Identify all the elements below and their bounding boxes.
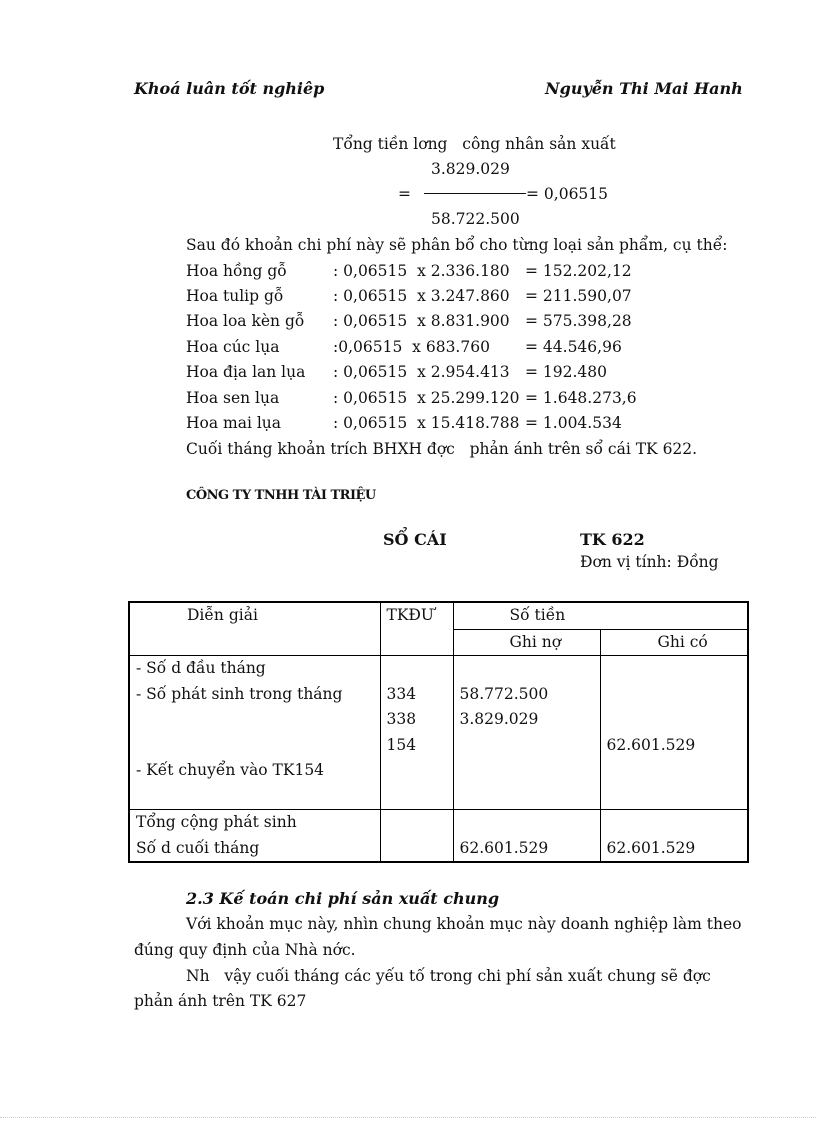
- allocation-intro: Sau đó khoản chi phí này sẽ phân bổ cho từng loại sản phẩm, cụ thể:: [186, 236, 728, 254]
- row-debit: [453, 733, 600, 759]
- total-desc: Số d cuối tháng: [129, 836, 380, 863]
- account-code: TK 622: [580, 530, 645, 549]
- product-name: Hoa hồng gỗ: [186, 262, 287, 280]
- product-result: = 1.648.273,6: [525, 389, 637, 407]
- product-result: = 211.590,07: [525, 287, 632, 305]
- closing-line: Cuối tháng khoản trích BHXH đợc phản ánh trên sổ cái TK 622.: [186, 440, 698, 458]
- row-debit: [453, 784, 600, 810]
- product-result: = 1.004.534: [525, 414, 622, 432]
- total-row: [129, 810, 748, 836]
- row-tkdu: 154: [380, 733, 453, 759]
- total-credit: 62.601.529: [600, 836, 748, 863]
- formula-equals: =: [398, 185, 411, 203]
- total-row: [129, 836, 748, 863]
- product-calc: : 0,06515 x 25.299.120: [333, 389, 520, 407]
- row-desc: - Số d đầu tháng: [129, 656, 380, 682]
- total-debit: 62.601.529: [453, 836, 600, 863]
- total-tkdu: [380, 810, 453, 836]
- product-result: = 152.202,12: [525, 262, 632, 280]
- header-debit: Ghi nợ: [453, 629, 600, 656]
- header-credit: Ghi có: [600, 629, 748, 656]
- row-credit: [600, 682, 748, 708]
- table-row: [129, 707, 748, 733]
- header-amount: Số tiền: [453, 602, 748, 629]
- row-tkdu: [380, 758, 453, 784]
- fraction-bar: [424, 193, 526, 194]
- header-tkdu: TKĐƯ: [380, 602, 453, 656]
- row-tkdu: 338: [380, 707, 453, 733]
- ledger-table: [128, 601, 749, 863]
- row-tkdu: [380, 656, 453, 682]
- product-result: = 575.398,28: [525, 312, 632, 330]
- row-tkdu: [380, 784, 453, 810]
- product-name: Hoa loa kèn gỗ: [186, 312, 305, 330]
- product-calc: : 0,06515 x 3.247.860: [333, 287, 510, 305]
- row-tkdu: 334: [380, 682, 453, 708]
- product-name: Hoa địa lan lụa: [186, 363, 306, 381]
- section-title: 2.3 Kế toán chi phí sản xuất chung: [186, 889, 500, 908]
- row-debit: 58.772.500: [453, 682, 600, 708]
- header-right: Nguyễn Thi Mai Hanh: [545, 79, 743, 98]
- table-row: [129, 682, 748, 708]
- product-name: Hoa sen lụa: [186, 389, 280, 407]
- row-debit: [453, 656, 600, 682]
- section-para1-line2: đúng quy định của Nhà nớc.: [134, 941, 356, 959]
- ledger-title: SỔ CÁI: [383, 530, 447, 549]
- row-desc: [129, 707, 380, 733]
- row-credit: [600, 784, 748, 810]
- row-credit: 62.601.529: [600, 733, 748, 759]
- row-credit: [600, 758, 748, 784]
- row-desc: - Kết chuyển vào TK154: [129, 758, 380, 784]
- product-result: = 192.480: [525, 363, 608, 381]
- formula-label: Tổng tiền lơng công nhân sản xuất: [333, 135, 616, 153]
- section-para1-line1: Với khoản mục này, nhìn chung khoản mục này doanh nghiệp làm theo: [186, 915, 742, 933]
- row-credit: [600, 656, 748, 682]
- product-name: Hoa mai lụa: [186, 414, 282, 432]
- row-debit: [453, 758, 600, 784]
- row-credit: [600, 707, 748, 733]
- page-bottom-rule: [0, 1117, 816, 1118]
- section-para2-line2: phản ánh trên TK 627: [134, 992, 307, 1010]
- table-row: [129, 758, 748, 784]
- table-row: [129, 733, 748, 759]
- formula-denominator: 58.722.500: [431, 210, 520, 228]
- product-name: Hoa tulip gỗ: [186, 287, 284, 305]
- header-left: Khoá luân tốt nghiêp: [134, 79, 325, 98]
- row-desc: - Số phát sinh trong tháng: [129, 682, 380, 708]
- product-result: = 44.546,96: [525, 338, 622, 356]
- product-calc: : 0,06515 x 2.954.413: [333, 363, 510, 381]
- formula-result: = 0,06515: [526, 185, 609, 203]
- total-tkdu: [380, 836, 453, 863]
- row-debit: 3.829.029: [453, 707, 600, 733]
- header-desc: Diễn giải: [129, 602, 380, 656]
- table-row: [129, 656, 748, 682]
- row-desc: [129, 733, 380, 759]
- total-debit: [453, 810, 600, 836]
- product-name: Hoa cúc lụa: [186, 338, 280, 356]
- section-para2-line1: Nh vậy cuối tháng các yếu tố trong chi phí sản xuất chung sẽ đợc: [186, 967, 711, 985]
- product-calc: :0,06515 x 683.760: [333, 338, 490, 356]
- product-calc: : 0,06515 x 15.418.788: [333, 414, 520, 432]
- total-credit: [600, 810, 748, 836]
- product-calc: : 0,06515 x 2.336.180: [333, 262, 510, 280]
- product-calc: : 0,06515 x 8.831.900: [333, 312, 510, 330]
- table-row: [129, 784, 748, 810]
- unit-label: Đơn vị tính: Đồng: [580, 553, 719, 571]
- company-name: CÔNG TY TNHH TÀI TRIỆU: [186, 488, 376, 503]
- formula-numerator: 3.829.029: [431, 160, 510, 178]
- total-desc: Tổng cộng phát sinh: [129, 810, 380, 836]
- row-desc: [129, 784, 380, 810]
